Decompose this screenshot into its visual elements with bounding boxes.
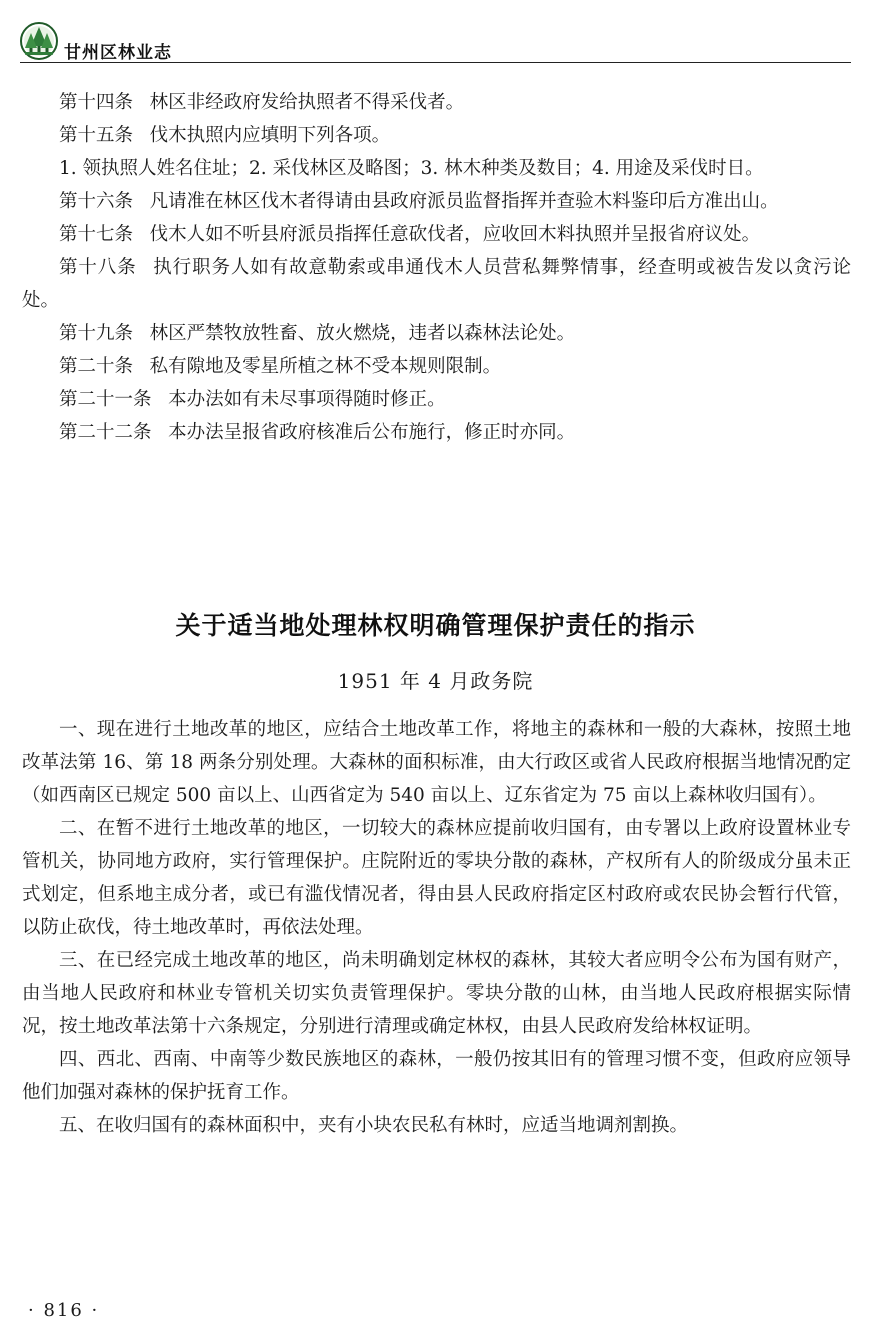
article-paragraph	[22, 185, 851, 218]
article-number: 第十四条	[59, 92, 134, 113]
directive-paragraph: 四、西北、西南、中南等少数民族地区的森林，一般仍按其旧有的管理习惯不变，但政府应领导他们加强对森林的保护抚育工作。	[22, 1049, 851, 1103]
article-paragraph	[22, 119, 851, 152]
article-paragraph	[22, 317, 851, 350]
directive-body	[22, 713, 851, 1142]
article-paragraph	[22, 350, 851, 383]
forest-logo-icon	[20, 22, 58, 60]
section-subtitle: 1951 年 4 月政务院	[337, 669, 534, 693]
page-header	[20, 22, 851, 64]
directive-paragraph: 一、现在进行土地改革的地区，应结合土地改革工作，将地主的森林和一般的大森林，按照土地改革法第 16、第 18 两条分别处理。大森林的面积标准，由大行政区或省人民政府根据当地情况酌定（如西南区已规定 500 亩以上、山西省定为 540 亩以上、辽东省定为 75 亩以上森林收归国有）。	[22, 719, 851, 806]
article-number: 第十九条	[59, 323, 134, 344]
section-title: 关于适当地处理林权明确管理保护责任的指示	[175, 611, 696, 640]
article-paragraph	[22, 86, 851, 119]
header-divider	[20, 62, 851, 63]
article-number: 第十八条	[59, 257, 137, 278]
article-text: 1. 领执照人姓名住址；2. 采伐林区及略图；3. 林木种类及数目；4. 用途及采伐时日。	[59, 158, 764, 179]
article-paragraph	[22, 218, 851, 251]
article-paragraph	[22, 416, 851, 449]
article-number: 第二十一条	[59, 389, 152, 410]
article-number: 第十五条	[59, 125, 134, 146]
article-text: 林区严禁牧放牲畜、放火燃烧，违者以森林法论处。	[149, 323, 576, 344]
article-number: 第十六条	[59, 191, 134, 212]
regulation-articles	[22, 86, 851, 449]
article-text: 本办法呈报省政府核准后公布施行，修正时亦同。	[168, 422, 576, 443]
article-text: 林区非经政府发给执照者不得采伐者。	[149, 92, 465, 113]
article-text: 私有隙地及零星所植之林不受本规则限制。	[149, 356, 502, 377]
article-number: 第十七条	[59, 224, 134, 245]
article-text: 执行职务人如有故意勒索或串通伐木人员营私舞弊情事，经查明或被告发以贪污论处。	[22, 257, 851, 311]
article-paragraph	[22, 383, 851, 416]
article-paragraph	[22, 251, 851, 317]
article-paragraph	[22, 152, 851, 185]
article-text: 本办法如有未尽事项得随时修正。	[168, 389, 446, 410]
article-text: 凡请准在林区伐木者得请由县政府派员监督指挥并查验木料鉴印后方准出山。	[149, 191, 779, 212]
article-number: 第二十二条	[59, 422, 152, 443]
article-number: 第二十条	[59, 356, 134, 377]
directive-paragraph: 三、在已经完成土地改革的地区，尚未明确划定林权的森林，其较大者应明令公布为国有财产，由当地人民政府和林业专管机关切实负责管理保护。零块分散的山林，由当地人民政府根据实际情况，按土地改革法第十六条规定，分别进行清理或确定林权，由县人民政府发给林权证明。	[22, 950, 851, 1037]
page-number: · 816 ·	[28, 1300, 100, 1321]
directive-paragraph: 二、在暂不进行土地改革的地区，一切较大的森林应提前收归国有，由专署以上政府设置林业专管机关，协同地方政府，实行管理保护。庄院附近的零块分散的森林，产权所有人的阶级成分虽未正式划定，但系地主成分者，或已有滥伐情况者，得由县人民政府指定区村政府或农民协会暂行代管，以防止砍伐，待土地改革时，再依法处理。	[22, 818, 851, 938]
article-text: 伐木人如不听县府派员指挥任意砍伐者，应收回木料执照并呈报省府议处。	[149, 224, 761, 245]
book-title: 甘州区林业志	[64, 43, 172, 63]
directive-paragraph: 五、在收归国有的森林面积中，夹有小块农民私有林时，应适当地调剂割换。	[59, 1115, 689, 1136]
article-text: 伐木执照内应填明下列各项。	[149, 125, 391, 146]
